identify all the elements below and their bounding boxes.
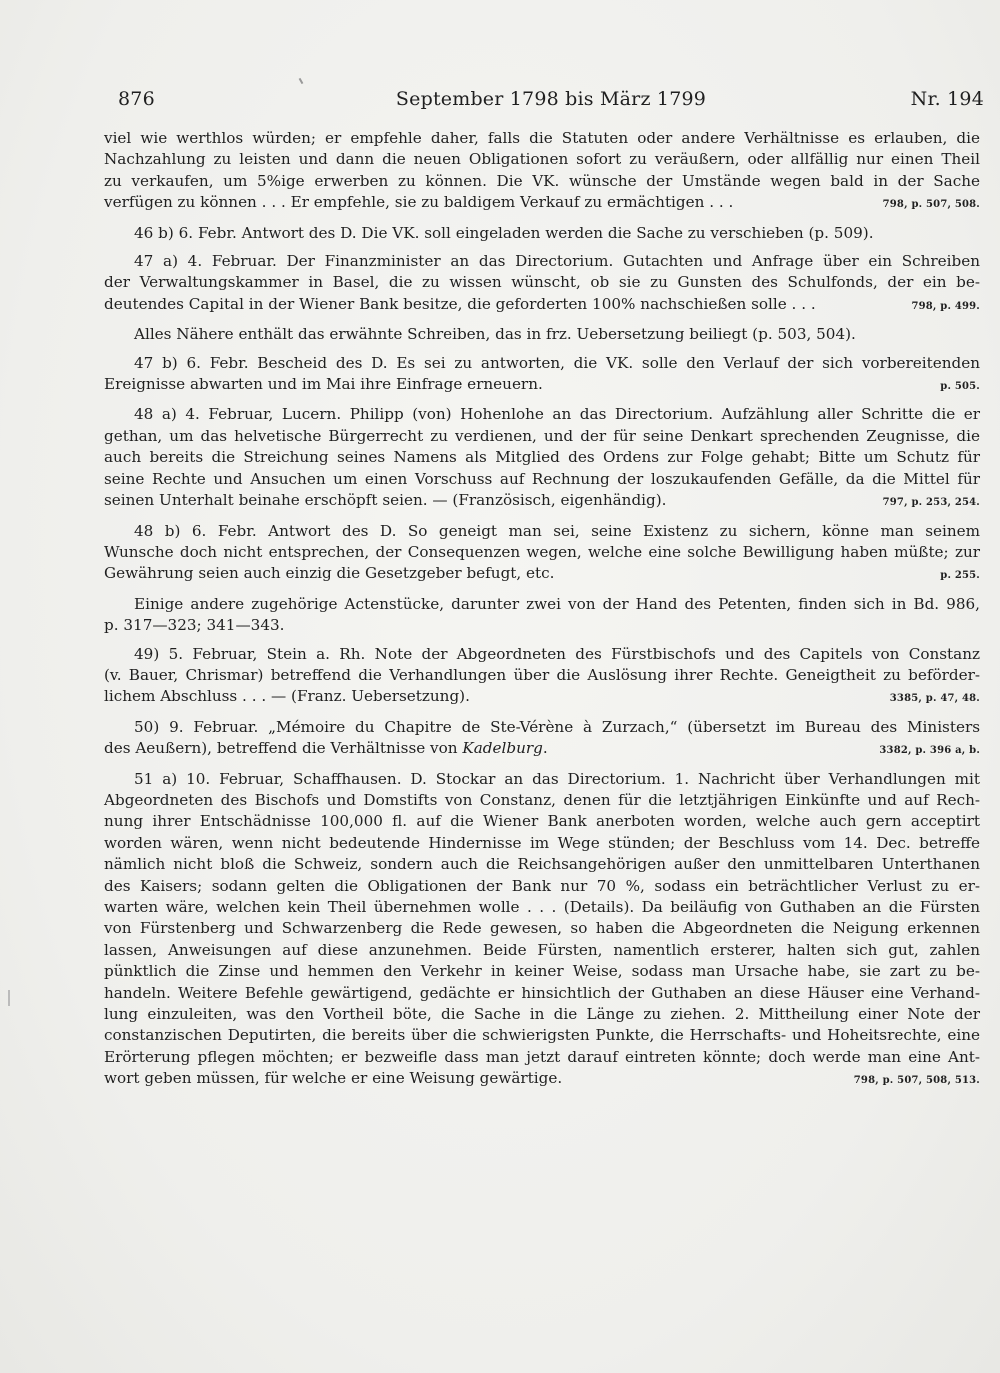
text-line — [104, 469, 980, 490]
text-line — [104, 790, 980, 811]
text-line — [104, 563, 980, 586]
line-text: 47 b) 6. Febr. Bescheid des D. Es sei zu antworten, die VK. solle den Verlauf der sich vorbereitenden — [134, 353, 980, 372]
header-title: September 1798 bis März 1799 — [395, 88, 707, 110]
text-line — [104, 374, 980, 397]
archive-reference: 797, p. 253, 254. — [882, 497, 980, 509]
text-line — [104, 1004, 980, 1025]
line-text: (v. Bauer, Chrismar) betreffend die Verhandlungen über die Auslösung ihrer Rechte. Geneigtheit zu beförder- — [104, 665, 980, 684]
paragraph-p11 — [104, 769, 980, 1092]
line-text: warten wäre, welchen kein Theil übernehmen wolle . . . (Details). Da beiläufig von Guthaben an die Fürsten — [104, 898, 980, 916]
text-line — [104, 918, 980, 939]
text-line — [104, 769, 980, 790]
text-line — [104, 447, 980, 468]
line-text: Nachzahlung zu leisten und dann die neuen Obligationen sofort zu veräußern, oder allfällig nur einen Theil — [104, 150, 980, 169]
paragraph-p10 — [104, 717, 980, 762]
line-text: 48 b) 6. Febr. Antwort des D. So geneigt man sei, seine Existenz zu sichern, könne man seinem — [134, 521, 980, 540]
line-text: seinen Unterhalt beinahe erschöpft seien. — (Französisch, eigenhändig). — [104, 491, 667, 510]
text-line — [104, 717, 980, 738]
line-text: der Verwaltungskammer in Basel, die zu wissen wünscht, ob sie zu Gunsten des Schulfonds, der ein be- — [104, 273, 980, 292]
text-line — [104, 615, 980, 636]
paragraph-p2 — [104, 223, 980, 244]
text-line — [104, 353, 980, 374]
line-text: Abgeordneten des Bischofs und Domstifts von Constanz, denen für die letztjährigen Einkünfte und auf Rech- — [104, 790, 980, 809]
archive-reference: 3385, p. 47, 48. — [889, 693, 980, 705]
text-line — [104, 811, 980, 832]
text-line — [104, 294, 980, 317]
text-line — [104, 876, 980, 897]
text-line — [104, 854, 980, 875]
line-text: 49) 5. Februar, Stein a. Rh. Note der Abgeordneten des Fürstbischofs und des Capitels von Constanz — [134, 644, 980, 663]
text-line — [104, 940, 980, 961]
text-line — [104, 128, 980, 149]
line-text: wort geben müssen, für welche er eine Weisung gewärtige. — [104, 1069, 563, 1088]
text-line — [104, 686, 980, 709]
line-text: 46 b) 6. Febr. Antwort des D. Die VK. soll eingeladen werden die Sache zu verschieben (p. 509). — [134, 223, 874, 242]
text-line — [104, 149, 980, 170]
text-line — [104, 251, 980, 272]
line-text: Gewährung seien auch einzig die Gesetzgeber befugt, etc. — [104, 564, 555, 583]
line-text: gethan, um das helvetische Bürgerrecht zu verdienen, und der für seine Denkart sprechenden Zeugnisse, die — [104, 426, 980, 445]
margin-mark — [8, 990, 10, 1006]
paragraph-p1 — [104, 128, 980, 216]
line-text: Wunsche doch nicht entsprechen, der Consequenzen wegen, welche eine solche Bewilligung haben müßte; zur — [104, 542, 980, 561]
text-line — [104, 272, 980, 293]
line-text: p. 317—323; 341—343. — [104, 616, 285, 635]
paragraph-p6 — [104, 404, 980, 513]
text-line — [104, 171, 980, 192]
line-text: verfügen zu können . . . Er empfehle, sie zu baldigem Verkauf zu ermächtigen . . . — [104, 193, 734, 212]
text-line — [104, 192, 980, 215]
line-text: Einige andere zugehörige Actenstücke, darunter zwei von der Hand des Petenten, finden sich in Bd. 986, — [134, 594, 980, 613]
line-text: viel wie werthlos würden; er empfehle daher, falls die Statuten oder andere Verhältnisse es erlauben, die — [104, 129, 980, 147]
line-text: Alles Nähere enthält das erwähnte Schreiben, das in frz. Uebersetzung beiliegt (p. 503, 504). — [134, 325, 856, 344]
line-text: des Kaisers; sodann gelten die Obligationen der Bank nur 70 %, sodass ein beträchtlicher Verlust zu er- — [104, 876, 980, 895]
document-body — [104, 128, 980, 1099]
paragraph-p5 — [104, 353, 980, 398]
text-line — [104, 738, 980, 761]
entry-number: Nr. 194 — [910, 88, 984, 110]
archive-reference: 798, p. 499. — [911, 300, 980, 312]
text-line — [104, 983, 980, 1004]
italic-place-name: Kadelburg — [462, 739, 543, 758]
text-line — [104, 897, 980, 918]
line-text: seine Rechte und Ansuchen um einen Vorschuss auf Rechnung der loszukaufenden Gefälle, da die Mittel für — [104, 469, 980, 488]
text-line — [104, 324, 980, 345]
text-line — [104, 833, 980, 854]
paragraph-p4 — [104, 324, 980, 345]
line-text: pünktlich die Zinse und hemmen den Verkehr in keiner Weise, sodass man Ursache habe, sie zart zu be- — [104, 962, 980, 981]
line-text: worden wären, wenn nicht bedeutende Hindernisse im Wege stünden; der Beschluss vom 14. Dec. betreffe — [104, 833, 980, 852]
line-text: 48 a) 4. Februar, Lucern. Philipp (von) Hohenlohe an das Directorium. Aufzählung aller Schritte die er — [134, 405, 980, 424]
line-text: Ereignisse abwarten und im Mai ihre Einfrage erneuern. — [104, 375, 543, 394]
text-line — [104, 665, 980, 686]
page-number: 876 — [118, 88, 155, 110]
line-text: 50) 9. Februar. „Mémoire du Chapitre de Ste-Vérène à Zurzach,“ (übersetzt im Bureau des Ministers — [134, 717, 980, 736]
running-header — [118, 88, 984, 118]
text-line — [104, 223, 980, 244]
text-line — [104, 521, 980, 542]
text-line — [104, 426, 980, 447]
line-text: 51 a) 10. Februar, Schaffhausen. D. Stockar an das Directorium. 1. Nachricht über Verhandlungen mit — [134, 769, 980, 788]
text-line — [104, 1025, 980, 1046]
line-text: 47 a) 4. Februar. Der Finanzminister an das Directorium. Gutachten und Anfrage über ein Schreiben — [134, 252, 980, 271]
archive-reference: 798, p. 507, 508, 513. — [853, 1075, 980, 1087]
text-line — [104, 1068, 980, 1091]
archive-reference: p. 255. — [940, 570, 980, 582]
archive-reference: 798, p. 507, 508. — [882, 199, 980, 211]
line-text: nämlich nicht bloß die Schweiz, sondern auch die Reichsangehörigen außer den unmittelbaren Unterthanen — [104, 855, 980, 874]
line-text: von Fürstenberg und Schwarzenberg die Rede gewesen, so haben die Abgeordneten die Neigung erkennen — [104, 919, 980, 938]
line-text: deutendes Capital in der Wiener Bank besitze, die geforderten 100% nachschießen solle . . . — [104, 294, 816, 313]
paragraph-p9 — [104, 644, 980, 710]
text-line — [104, 404, 980, 425]
paragraph-p8 — [104, 594, 980, 637]
page-blemish — [299, 78, 304, 84]
text-line — [104, 644, 980, 665]
text-line — [104, 594, 980, 615]
line-text: zu verkaufen, um 5%ige erwerben zu können. Die VK. wünsche der Umstände wegen bald in der Sache — [104, 171, 980, 190]
line-text: lassen, Anweisungen auf diese anzunehmen. Beide Fürsten, namentlich ersterer, halten sich gut, zahlen — [104, 940, 980, 959]
line-text: handeln. Weitere Befehle gewärtigend, gedächte er hinsichtlich der Guthaben an diese Häuser eine Verhand- — [104, 983, 980, 1002]
archive-reference: 3382, p. 396 a, b. — [879, 745, 980, 757]
line-text: lung einzuleiten, was den Vortheil böte, die Sache in die Länge zu ziehen. 2. Mittheilung einer Note der — [104, 1005, 980, 1024]
text-line — [104, 490, 980, 513]
line-text: nung ihrer Entschädnisse 100,000 fl. auf die Wiener Bank anerboten worden, welche auch gern acceptirt — [104, 812, 980, 831]
line-text: Erörterung pflegen möchten; er bezweifle dass man jetzt darauf eintreten könnte; doch werde man eine Ant- — [104, 1047, 980, 1066]
text-line — [104, 1047, 980, 1068]
text-line — [104, 961, 980, 982]
archive-reference: p. 505. — [940, 381, 980, 393]
line-text: lichem Abschluss . . . — (Franz. Uebersetzung). — [104, 687, 470, 706]
line-text: des Aeußern), betreffend die Verhältnisse von Kadelburg. — [104, 739, 548, 758]
line-text: auch bereits die Streichung seines Namens als Mitglied des Ordens zur Folge gehabt; Bitte um Schutz für — [104, 448, 980, 467]
paragraph-p7 — [104, 521, 980, 587]
line-text: constanzischen Deputirten, die bereits über die schwierigsten Punkte, die Herrschafts- und Hoheitsrechte, eine — [104, 1026, 980, 1045]
text-line — [104, 542, 980, 563]
paragraph-p3 — [104, 251, 980, 317]
